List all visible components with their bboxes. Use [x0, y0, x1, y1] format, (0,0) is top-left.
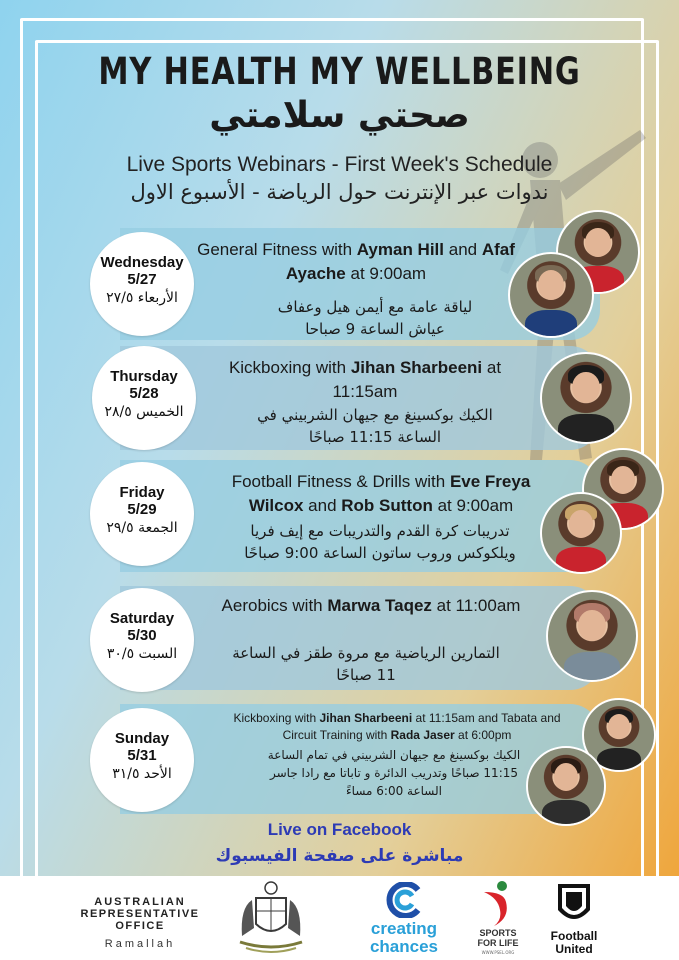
session-description-ar [210, 520, 550, 564]
coach-photo-rada [526, 746, 606, 826]
football-united-shield-icon [554, 880, 594, 928]
text-segment: at 9:00am [345, 264, 427, 283]
live-on-facebook: Live on Facebook [267, 820, 412, 839]
arabic-line: 11:15 صباحًا وتدريب الدائرة و تاباتا مع رادا جاسر [269, 766, 519, 780]
text-segment: Kickboxing with [233, 711, 320, 725]
logo-text: Football [550, 929, 598, 943]
session-description-ar [230, 404, 520, 448]
session-description-en [186, 238, 526, 286]
day-arabic: الجمعة ٢٩/٥ [106, 520, 178, 536]
arabic-line: تدريبات كرة القدم والتدريبات مع إيف فريا [250, 522, 510, 540]
coach-photo-marwa [546, 590, 638, 682]
coach-photo-afaf [508, 252, 594, 338]
day-arabic: الأربعاء ٢٧/٥ [106, 290, 178, 306]
text-segment: Aerobics with [221, 596, 328, 615]
day-date: 5/29 [127, 501, 157, 518]
arabic-line: عياش الساعة 9 صباحا [305, 320, 445, 338]
day-badge-friday [90, 462, 194, 566]
football-united-logo [534, 878, 614, 960]
coach-name: Rob Sutton [341, 496, 433, 515]
arabic-line: الكيك بوكسينغ مع جيهان الشربيني في [257, 406, 493, 424]
arabic-line: الساعة 11:15 صباحًا [308, 428, 442, 446]
arabic-line: الكيك بوكسينغ مع جيهان الشربيني في تمام الساعة [267, 748, 521, 762]
sports-for-life-text [468, 928, 528, 948]
creating-chances-swirl-icon [384, 882, 424, 918]
session-description-en [222, 710, 572, 744]
coach-name: Jihan Sharbeeni [319, 711, 413, 725]
coach-photo-jihan [540, 352, 632, 444]
arabic-line: لياقة عامة مع أيمن هيل وعفاف [277, 298, 473, 316]
logo-text: United [555, 942, 593, 956]
text-segment: Football Fitness & Drills with [231, 472, 450, 491]
text-segment: and [444, 240, 482, 259]
day-arabic: السبت ٣٠/٥ [106, 646, 178, 662]
day-badge-sunday [90, 708, 194, 812]
logo-text: creating [370, 919, 438, 938]
sports-for-life-logo [468, 878, 528, 960]
logo-url: WWW.PSEL.ORG [481, 950, 515, 955]
coat-of-arms-icon [232, 878, 310, 958]
day-arabic: الخميس ٢٨/٥ [104, 404, 184, 420]
text-segment: at 11:15am [332, 358, 502, 401]
football-united-text [534, 930, 614, 956]
creating-chances-logo [358, 880, 450, 960]
text-segment: General Fitness with [197, 240, 357, 259]
text-segment: at 6:00pm [454, 728, 512, 742]
coach-photo-eve [540, 492, 622, 574]
day-arabic: الأحد ٣١/٥ [112, 766, 172, 782]
footer-logos [0, 876, 679, 960]
arabic-line: 11 صباحًا [336, 666, 396, 684]
creating-chances-text [358, 920, 450, 956]
logo-text: Ramallah [104, 938, 176, 950]
coach-name: Marwa Taqez [327, 596, 432, 615]
day-badge-thursday [92, 346, 196, 450]
coach-name: Ayman Hill [356, 240, 445, 259]
sports-for-life-figure-icon [480, 880, 516, 926]
text-segment: Kickboxing with [228, 358, 351, 377]
logo-text: REPRESENTATIVE OFFICE [80, 908, 200, 932]
live-on-facebook-arabic: مباشرة على صفحة الفيسبوك [215, 846, 464, 866]
logo-text: SPORTS [479, 928, 517, 938]
text-segment: at 11:15am and Tabata and Circuit Training with [282, 711, 561, 742]
coach-name: Afaf Ayache [285, 240, 515, 283]
day-date: 5/27 [127, 271, 157, 288]
page-title: MY HEALTH MY WELLBEING [98, 50, 581, 93]
session-description-ar [206, 642, 526, 686]
text-segment: at 11:00am [431, 596, 521, 615]
arabic-line: التمارين الرياضية مع مروة طقز في الساعة [232, 644, 500, 662]
coach-name: Rada Jaser [390, 728, 455, 742]
coach-name: Eve Freya Wilcox [248, 472, 531, 515]
text-segment: and [303, 496, 342, 515]
session-description-en [200, 356, 530, 404]
day-date: 5/30 [127, 627, 157, 644]
session-description-ar [214, 746, 574, 800]
logo-text: FOR LIFE [477, 938, 519, 948]
day-badge-wednesday [90, 232, 194, 336]
session-description-en [206, 594, 536, 618]
day-name: Saturday [109, 610, 175, 627]
logo-text: chances [369, 937, 439, 956]
day-badge-saturday [90, 588, 194, 692]
session-description-en [206, 470, 556, 518]
session-description-ar [240, 296, 510, 340]
arabic-line: ويلكوكس وروب ساتون الساعة 9:00 صباحًا [244, 544, 516, 562]
subtitle-arabic: ندوات عبر الإنترنت حول الرياضة - الأسبوع الاول [130, 180, 549, 204]
australian-representative-office-logo [55, 896, 225, 950]
day-date: 5/28 [129, 385, 159, 402]
day-date: 5/31 [127, 747, 157, 764]
arabic-line: الساعة 6:00 مساءً [346, 784, 442, 798]
logo-text: AUSTRALIAN [94, 896, 186, 908]
page-title-arabic: صحتي سلامتي [209, 95, 470, 136]
day-name: Wednesday [100, 254, 184, 271]
subtitle: Live Sports Webinars - First Week's Schedule [126, 153, 553, 176]
day-name: Sunday [114, 730, 170, 747]
text-segment: at 9:00am [432, 496, 514, 515]
day-name: Friday [119, 484, 165, 501]
coach-name: Jihan Sharbeeni [350, 358, 483, 377]
day-name: Thursday [110, 368, 178, 385]
